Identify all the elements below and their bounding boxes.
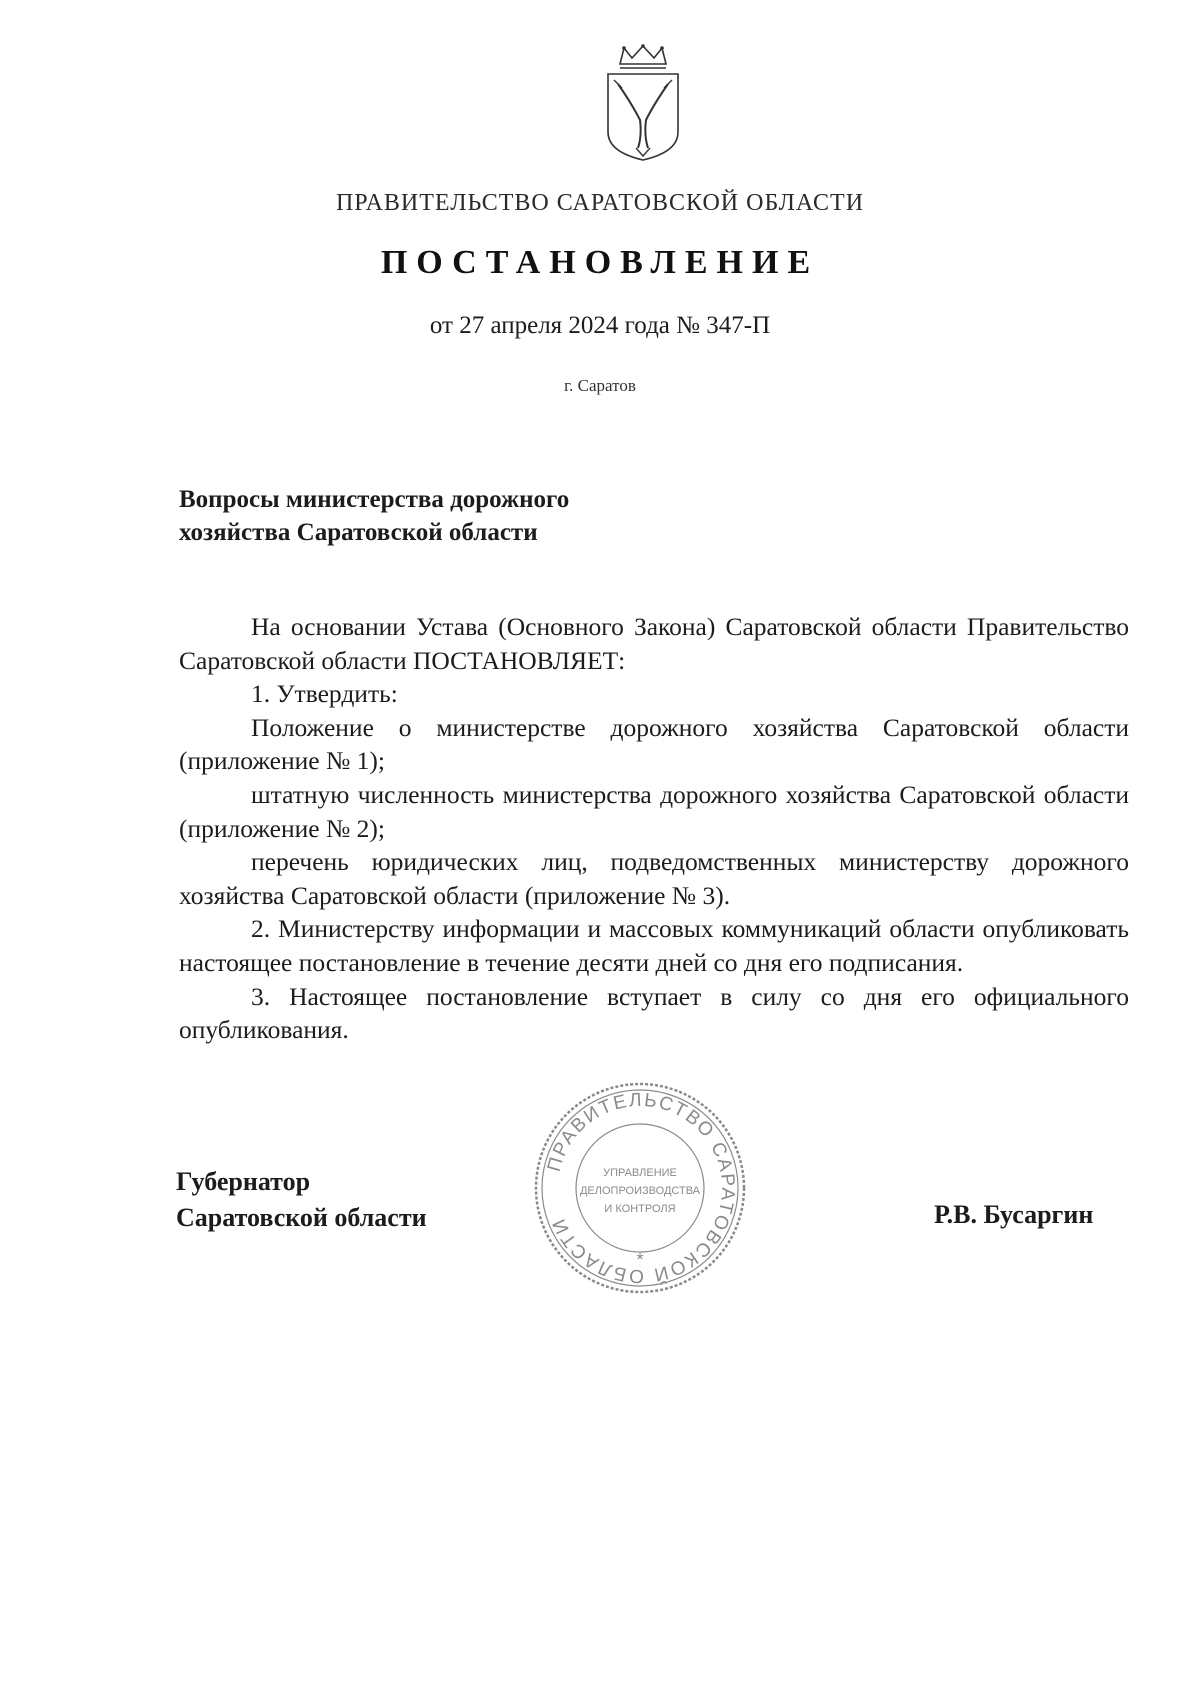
document-city: г. Саратов [564, 376, 636, 395]
body-paragraph: 1. Утвердить: [251, 679, 398, 709]
saratov-coat-of-arms-icon [602, 44, 684, 164]
document-body [179, 610, 1129, 1047]
stamp-inner-line-3: И КОНТРОЛЯ [604, 1203, 676, 1215]
body-paragraph: перечень юридических лиц, подведомственных министерству дорожного хозяйства Саратовской области (приложение № 3). [179, 847, 1129, 910]
body-paragraph: Положение о министерстве дорожного хозяйства Саратовской области (приложение № 1); [179, 712, 1129, 776]
document-type-title: ПОСТАНОВЛЕНИЕ [380, 244, 820, 281]
signatory-position-line-1: Губернатор [176, 1167, 311, 1196]
official-stamp [530, 1078, 750, 1298]
body-paragraph: На основании Устава (Основного Закона) Саратовской области Правительство Саратовской области ПОСТАНОВЛЯЕТ: [179, 612, 1129, 675]
stamp-outer-text: ПРАВИТЕЛЬСТВО САРАТОВСКОЙ ОБЛАСТИ [543, 1089, 739, 1287]
document-subject [179, 483, 569, 549]
coat-of-arms-emblem [602, 44, 684, 164]
signatory-name: Р.В. Бусаргин [934, 1200, 1094, 1229]
stamp-inner-line-1: УПРАВЛЕНИЕ [603, 1167, 677, 1179]
document-date-number: от 27 апреля 2024 года № 347-П [429, 312, 771, 339]
government-name: ПРАВИТЕЛЬСТВО САРАТОВСКОЙ ОБЛАСТИ [335, 190, 865, 216]
stamp-seal [530, 1078, 750, 1298]
body-paragraph: штатную численность министерства дорожного хозяйства Саратовской области (приложение № 2); [179, 779, 1129, 843]
body-paragraph: 2. Министерству информации и массовых коммуникаций области опубликовать настоящее постановление в течение десяти дней со дня его подписания. [179, 914, 1129, 977]
body-paragraph: 3. Настоящее постановление вступает в силу со дня его официального опубликования. [179, 981, 1129, 1045]
signatory-position [176, 1164, 427, 1236]
signatory-position-line-2: Саратовской области [176, 1203, 427, 1232]
stamp-inner-line-2: ДЕЛОПРОИЗВОДСТВА [579, 1185, 701, 1197]
subject-line-1: Вопросы министерства дорожного [179, 486, 570, 513]
subject-line-2: хозяйства Саратовской области [179, 519, 538, 546]
stamp-star: * [636, 1250, 644, 1270]
